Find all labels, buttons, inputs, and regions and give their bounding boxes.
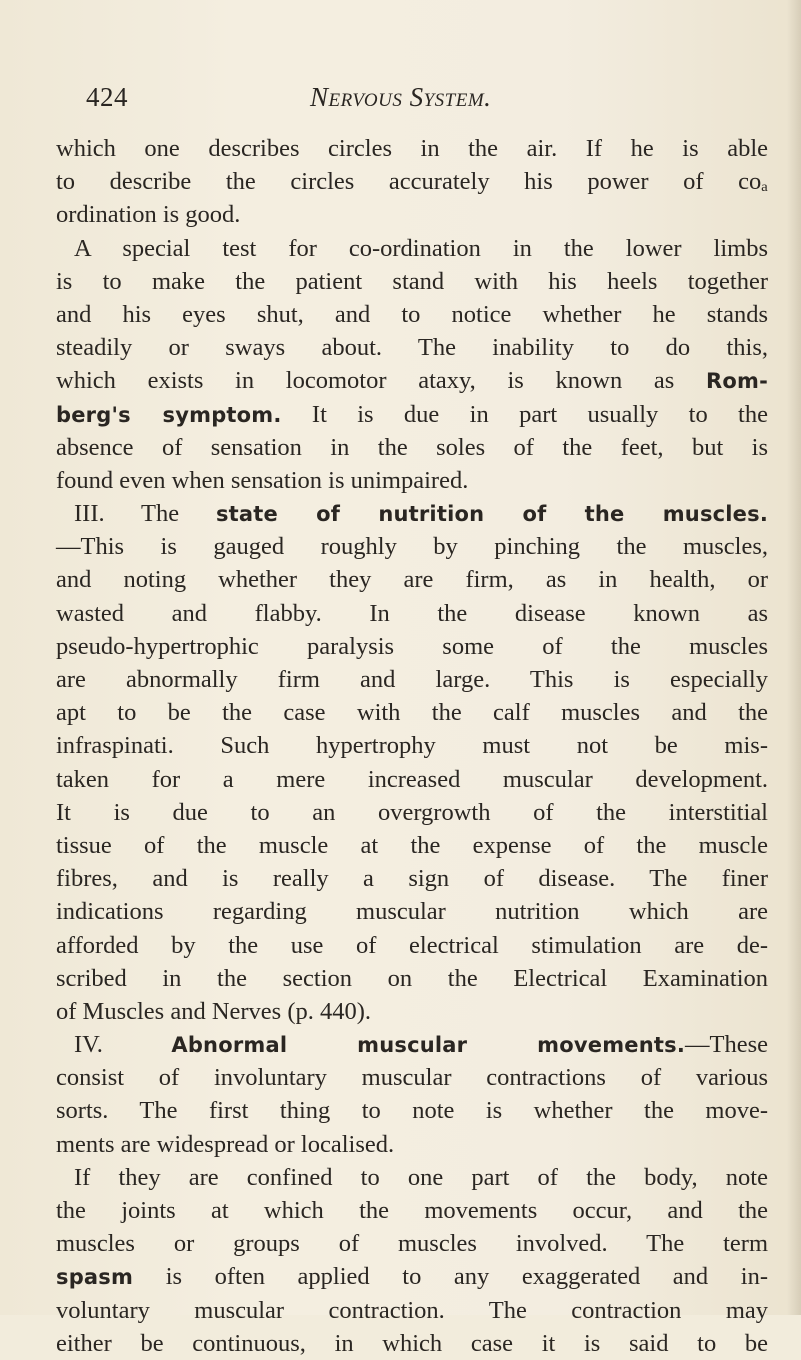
text-line: to describe the circles accurately his power of coₐ <box>56 168 768 196</box>
page-header <box>86 82 766 122</box>
text-line: spasm is often applied to any exaggerated and in- <box>56 1263 768 1291</box>
text-line: absence of sensation in the soles of the feet, but is <box>56 433 768 461</box>
text-line: infraspinati. Such hypertrophy must not be mis- <box>56 732 768 760</box>
text-line: pseudo-hypertrophic paralysis some of the muscles <box>56 632 768 660</box>
section-heading-line: III. The state of nutrition of the muscles. <box>74 500 769 528</box>
section-heading-line: IV. Abnormal muscular movements.—These <box>74 1031 768 1059</box>
text-line: indications regarding muscular nutrition which are <box>56 898 768 926</box>
text-line: ments are widespread or localised. <box>56 1130 395 1158</box>
section-heading-IV: Abnormal muscular movements. <box>171 1033 685 1058</box>
text-line: of Muscles and Nerves (p. 440). <box>56 997 372 1025</box>
section-heading-III: state of nutrition of the muscles. <box>215 502 769 527</box>
text-line: afforded by the use of electrical stimulation are de- <box>56 931 768 959</box>
text-line: It is due to an overgrowth of the interstitial <box>56 798 768 826</box>
text-line: —This is gauged roughly by pinching the muscles, <box>56 533 768 561</box>
bold-term: berg's symptom. <box>56 402 282 427</box>
text-line: apt to be the case with the calf muscles and the <box>56 699 768 727</box>
text-line: consist of involuntary muscular contractions of various <box>56 1064 768 1092</box>
text-line: the joints at which the movements occur, and the <box>56 1197 768 1224</box>
text-line: and his eyes shut, and to notice whether he stands <box>56 300 768 328</box>
text-line: tissue of the muscle at the expense of the muscle <box>56 831 768 859</box>
text-line: If they are confined to one part of the body, note <box>74 1163 768 1191</box>
page-edge-shadow <box>787 0 801 1315</box>
running-title: Nervous System. <box>310 82 492 112</box>
text-line: A special test for co-ordination in the lower limbs <box>74 234 768 262</box>
text-line: taken for a mere increased muscular development. <box>56 765 768 793</box>
page-number: 424 <box>86 82 128 112</box>
text-line: and noting whether they are firm, as in health, or <box>56 566 768 594</box>
bold-term: spasm <box>56 1265 134 1290</box>
text-line: steadily or sways about. The inability to do this, <box>56 334 768 362</box>
text-line: fibres, and is really a sign of disease. The finer <box>56 865 768 893</box>
text-line: voluntary muscular contraction. The contraction may <box>56 1296 768 1324</box>
text-line: found even when sensation is unimpaired. <box>56 466 469 494</box>
text-line: which exists in locomotor ataxy, is known as Rom- <box>56 367 768 395</box>
bold-term: Rom- <box>706 369 768 394</box>
text-line: berg's symptom. It is due in part usually to the <box>56 400 768 428</box>
text-line: are abnormally firm and large. This is especially <box>56 666 768 693</box>
text-line: muscles or groups of muscles involved. The term <box>56 1230 768 1258</box>
text-line: wasted and flabby. In the disease known as <box>56 599 768 627</box>
text-line: ordination is good. <box>56 201 241 229</box>
text-line: scribed in the section on the Electrical Examination <box>56 964 768 992</box>
page-body-text <box>56 132 768 1360</box>
text-line: sorts. The first thing to note is whether the move- <box>56 1097 768 1125</box>
text-line: either be continuous, in which case it is said to be <box>56 1329 768 1357</box>
text-line: which one describes circles in the air. If he is able <box>56 135 768 162</box>
text-line: is to make the patient stand with his heels together <box>56 267 768 295</box>
